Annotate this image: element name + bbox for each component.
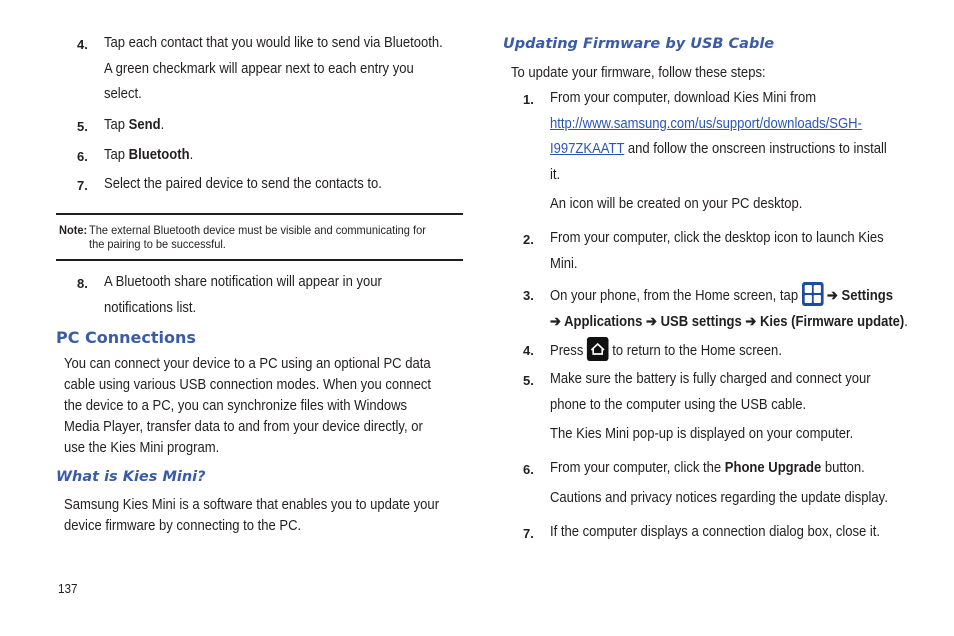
step-5-text: Make sure the battery is fully charged and connect your phone to the computer using the USB cable.: [550, 371, 871, 413]
step-number: 8.: [77, 276, 88, 291]
step-8-text: A Bluetooth share notification will appear in your notifications list.: [104, 274, 382, 316]
applications-grid-icon: [802, 282, 824, 306]
step-5-subtext: The Kies Mini pop-up is displayed on your computer.: [550, 426, 854, 442]
kies-mini-heading: What is Kies Mini?: [56, 469, 206, 485]
step-number: 6.: [523, 462, 534, 477]
step-number: 7.: [523, 526, 534, 541]
step-5-text: Tap Send.: [104, 117, 165, 133]
note-label: Note:: [59, 223, 88, 237]
kies-download-link-continued[interactable]: I997ZKAATT: [550, 141, 625, 157]
step-number: 4.: [523, 343, 534, 358]
step-7-text: Select the paired device to send the contacts to.: [104, 176, 382, 192]
step-number: 2.: [523, 232, 534, 247]
updating-firmware-heading: Updating Firmware by USB Cable: [503, 36, 775, 52]
home-key-icon: [587, 337, 609, 361]
kies-mini-paragraph: Samsung Kies Mini is a software that enables you to update your device firmware by connecting to the PC.: [64, 497, 440, 534]
note-text: The external Bluetooth device must be visible and communicating for the pairing to be successful.: [89, 223, 426, 251]
step-3-text: On your phone, from the Home screen, tap ➔ Settings ➔ Applications ➔ USB settings ➔ Kies (Firmware update).: [550, 282, 908, 335]
step-1-subtext: An icon will be created on your PC desktop.: [550, 196, 803, 212]
step-4-text: Press to return to the Home screen.: [550, 337, 782, 365]
step-1-text: From your computer, download Kies Mini from http://www.samsung.com/us/support/downloads/SGH- I997ZKAATT and follow the onscreen instructions to install it.: [550, 90, 887, 183]
intro-text: To update your firmware, follow these steps:: [511, 65, 766, 81]
page-number: 137: [58, 581, 78, 596]
note-bottom-rule: [56, 259, 463, 261]
step-number: 6.: [77, 149, 88, 164]
pc-connections-heading: PC Connections: [56, 328, 196, 347]
step-7-text: If the computer displays a connection dialog box, close it.: [550, 524, 881, 540]
step-6-text: From your computer, click the Phone Upgrade button.: [550, 460, 865, 476]
step-number: 7.: [77, 178, 88, 193]
step-number: 1.: [523, 92, 534, 107]
note-top-rule: [56, 213, 463, 215]
step-number: 3.: [523, 288, 534, 303]
step-number: 4.: [77, 37, 88, 52]
step-number: 5.: [77, 119, 88, 134]
pc-connections-paragraph: You can connect your device to a PC using an optional PC data cable using various USB connection modes. When you connect the device to a PC, you can synchronize files with Windows Media Player, transfer data to and from your device directly, or use the Kies Mini program.: [64, 356, 432, 456]
step-2-text: From your computer, click the desktop icon to launch Kies Mini.: [550, 230, 884, 272]
step-6-text: Tap Bluetooth.: [104, 147, 194, 163]
step-number: 5.: [523, 373, 534, 388]
step-4-text: Tap each contact that you would like to send via Bluetooth. A green checkmark will appear next to each entry you select.: [104, 35, 443, 102]
kies-download-link[interactable]: http://www.samsung.com/us/support/downloads/SGH-: [550, 115, 862, 132]
step-6-subtext: Cautions and privacy notices regarding the update display.: [550, 490, 888, 506]
